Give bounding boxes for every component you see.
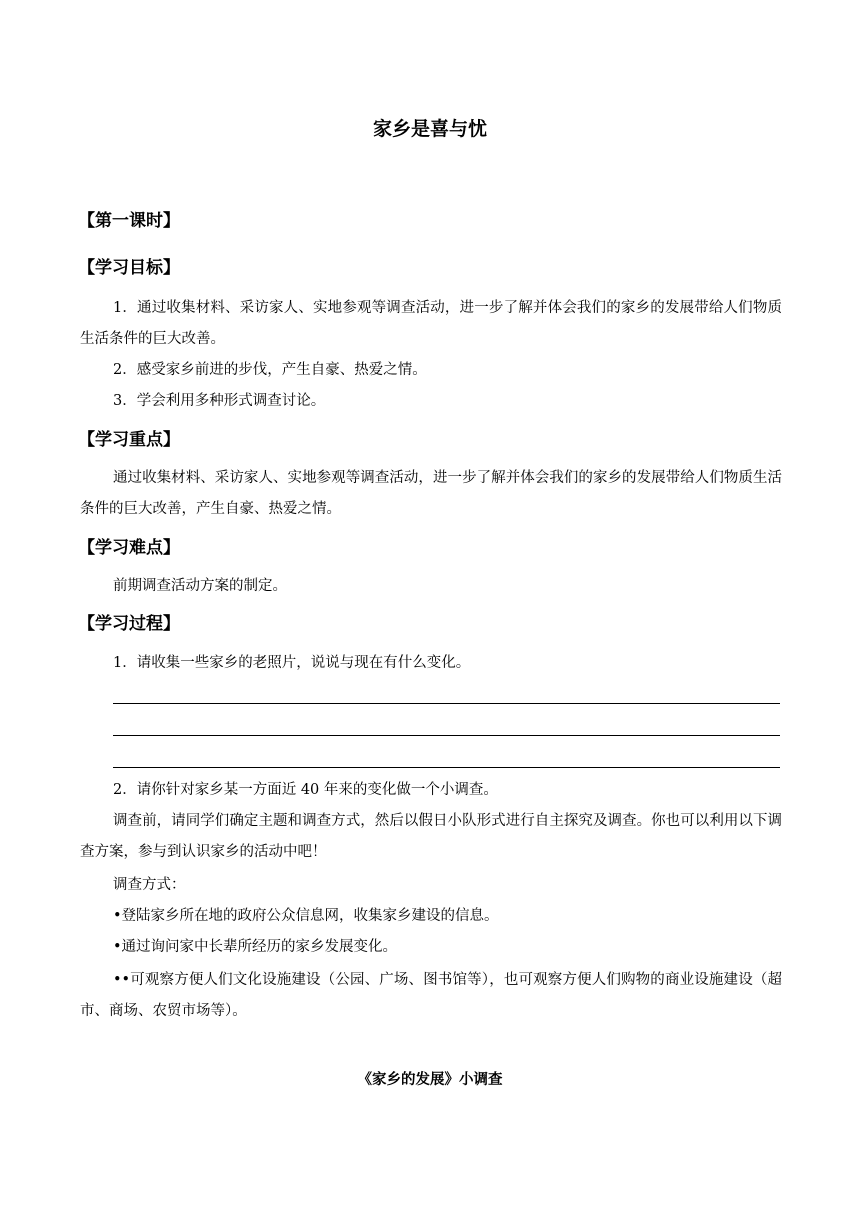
methods-label: 调查方式： bbox=[113, 877, 186, 893]
heading-lesson: 【第一课时】 bbox=[78, 211, 180, 231]
answer-line[interactable] bbox=[113, 767, 780, 768]
process-step-1: 1．请收集一些家乡的老照片，说说与现在有什么变化。 bbox=[113, 655, 471, 671]
heading-difficulties: 【学习难点】 bbox=[78, 538, 180, 558]
objective-1: 1．通过收集材料、采访家人、实地参观等调查活动，进一步了解并体会我们的家乡的发展带给人们物质生活条件的巨大改善。 bbox=[80, 300, 782, 347]
answer-line[interactable] bbox=[113, 735, 780, 736]
key-points-text: 通过收集材料、采访家人、实地参观等调查活动，进一步了解并体会我们的家乡的发展带给人们物质生活条件的巨大改善，产生自豪、热爱之情。 bbox=[80, 470, 782, 517]
heading-objectives: 【学习目标】 bbox=[78, 258, 180, 278]
heading-key-points: 【学习重点】 bbox=[78, 430, 180, 450]
heading-process: 【学习过程】 bbox=[78, 614, 180, 634]
process-intro: 调查前，请同学们确定主题和调查方式，然后以假日小队形式进行自主探究及调查。你也可以利用以下调查方案，参与到认识家乡的活动中吧！ bbox=[80, 813, 782, 860]
survey-title: 《家乡的发展》小调查 bbox=[357, 1072, 503, 1088]
method-item-2: •通过询问家中长辈所经历的家乡发展变化。 bbox=[113, 939, 398, 955]
page-title: 家乡是喜与忧 bbox=[372, 118, 487, 140]
method-item-3: ••可观察方便人们文化设施建设（公园、广场、图书馆等），也可观察方便人们购物的商业设施建设（超市、商场、农贸市场等）。 bbox=[80, 972, 782, 1019]
process-step-2: 2．请你针对家乡某一方面近 40 年来的变化做一个小调查。 bbox=[113, 782, 498, 798]
answer-line[interactable] bbox=[113, 703, 780, 704]
method-item-1: •登陆家乡所在地的政府公众信息网，收集家乡建设的信息。 bbox=[113, 908, 499, 924]
objective-2: 2．感受家乡前进的步伐，产生自豪、热爱之情。 bbox=[113, 362, 427, 378]
objective-3: 3．学会利用多种形式调查讨论。 bbox=[113, 393, 326, 409]
difficulties-text: 前期调查活动方案的制定。 bbox=[113, 578, 287, 594]
